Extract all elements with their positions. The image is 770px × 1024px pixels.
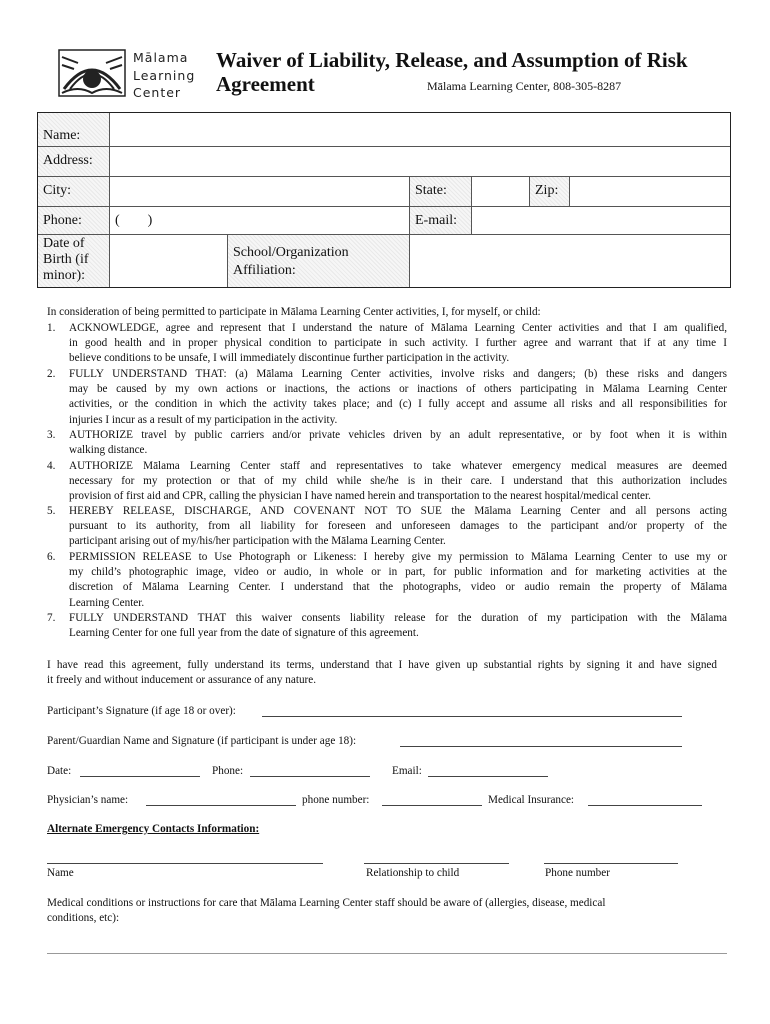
emergency-relationship-line[interactable] bbox=[364, 863, 509, 864]
zip-field[interactable] bbox=[570, 177, 730, 207]
zip-label: Zip: bbox=[530, 177, 570, 207]
dob-label bbox=[38, 235, 110, 287]
agreement-item-line: believe conditions to be unsafe, I will immediately discontinue further participation in the activity. bbox=[69, 352, 510, 365]
physician-line[interactable] bbox=[146, 805, 296, 806]
logo-word-3: Center bbox=[133, 85, 182, 100]
agreement-item-number: 6. bbox=[47, 551, 56, 563]
physician-label: Physician’s name: bbox=[47, 794, 129, 806]
emergency-phone-label: Phone number bbox=[545, 867, 610, 879]
agreement-item-line: PERMISSION RELEASE to Use Photograph or Likeness: I hereby give my permission to Mālama Learning Center to use my or bbox=[69, 551, 727, 563]
date-label: Date: bbox=[47, 765, 72, 777]
page-title-line-2: Agreement bbox=[216, 72, 315, 96]
medical-input-line[interactable] bbox=[47, 953, 727, 954]
agreement-item-number: 5. bbox=[47, 505, 56, 517]
address-field[interactable] bbox=[110, 147, 730, 177]
sig-phone-label: Phone: bbox=[212, 765, 244, 777]
agreement-item-line: ACKNOWLEDGE, agree and represent that I understand the nature of Mālama Learning Center activities and that I am qualified, bbox=[69, 322, 727, 334]
state-label: State: bbox=[410, 177, 472, 207]
agreement-item-line: FULLY UNDERSTAND THAT this waiver consents liability release for the duration of my participation with the Mālama bbox=[69, 612, 727, 624]
emergency-relationship-label: Relationship to child bbox=[366, 867, 460, 879]
date-line[interactable] bbox=[80, 776, 200, 777]
emergency-heading: Alternate Emergency Contacts Information: bbox=[47, 823, 260, 835]
city-field[interactable] bbox=[110, 177, 410, 207]
agreement-item-number: 7. bbox=[47, 612, 56, 624]
agreement-item-line: my child’s photographic image, video or audio, in whole or in part, for public information and for marketing activities at the bbox=[69, 566, 727, 579]
agreement-item-number: 2. bbox=[47, 368, 56, 380]
physician-phone-label: phone number: bbox=[302, 794, 370, 806]
sig-email-line[interactable] bbox=[428, 776, 548, 777]
page-title-line-1: Waiver of Liability, Release, and Assumption of Risk bbox=[216, 48, 688, 72]
school-label-line-2: Affiliation: bbox=[233, 263, 296, 278]
agreement-item-line: activities, or the condition in which the activity takes place; and (c) I fully accept and assume all risks and all responsibilities for bbox=[69, 398, 727, 411]
agreement-item-line: FULLY UNDERSTAND THAT: (a) Mālama Learning Center activities, involve risks and dangers; (b) these risks and dangers bbox=[69, 368, 727, 380]
medical-line-2: conditions, etc): bbox=[47, 912, 120, 924]
agreement-item-line: walking distance. bbox=[69, 444, 148, 457]
medical-line-1: Medical conditions or instructions for care that Mālama Learning Center staff should be aware of (allergies, disease, medical bbox=[47, 897, 606, 909]
malama-logo-icon bbox=[58, 49, 126, 97]
school-field[interactable] bbox=[410, 235, 730, 287]
agreement-item-line: Learning Center. bbox=[69, 596, 145, 609]
agreement-item-line: necessary for my protection or that of my child while she/he is in their care. I understand that this authorization includes bbox=[69, 475, 727, 488]
city-label: City: bbox=[38, 177, 110, 207]
logo-word-1: Mālama bbox=[133, 50, 189, 65]
registration-form bbox=[37, 112, 731, 288]
dob-label-line-1: Date of bbox=[43, 236, 85, 251]
contact-info: Mālama Learning Center, 808-305-8287 bbox=[427, 79, 622, 93]
guardian-signature-label: Parent/Guardian Name and Signature (if participant is under age 18): bbox=[47, 735, 357, 747]
physician-phone-line[interactable] bbox=[382, 805, 482, 806]
school-label-line-1: School/Organization bbox=[233, 245, 349, 260]
closing-line-1: I have read this agreement, fully understand its terms, understand that I have given up substantial rights by signing it and have signed bbox=[47, 659, 717, 671]
agreement-item-number: 3. bbox=[47, 429, 56, 441]
agreement-item-line: injuries I incur as a result of my participation in the activity. bbox=[69, 413, 338, 426]
agreement-item-line: AUTHORIZE Mālama Learning Center staff and representatives to take whatever emergency medical measures are deemed bbox=[69, 460, 727, 472]
emergency-phone-line[interactable] bbox=[544, 863, 678, 864]
dob-label-line-2: Birth (if bbox=[43, 252, 89, 267]
agreement-item-number: 4. bbox=[47, 460, 56, 472]
dob-label-line-3: minor): bbox=[43, 268, 85, 283]
address-label: Address: bbox=[38, 147, 110, 177]
agreement-item-line: participant arising out of my/his/her participation with the Mālama Learning Center. bbox=[69, 535, 446, 548]
agreement-item-line: in good health and in proper physical condition to participate in such activity. I further agree and warrant that if at any time I bbox=[69, 337, 727, 350]
agreement-item-line: pursuant to its authority, from all liability for foreseen and unforeseen damages to the participant and/or property of the bbox=[69, 520, 727, 533]
school-label bbox=[228, 235, 410, 287]
closing-line-2: it freely and without inducement or assurance of any nature. bbox=[47, 674, 317, 686]
sig-email-label: Email: bbox=[392, 765, 422, 777]
participant-signature-label: Participant’s Signature (if age 18 or over): bbox=[47, 705, 236, 717]
name-field[interactable] bbox=[110, 113, 730, 147]
emergency-name-label: Name bbox=[47, 867, 74, 879]
sig-phone-line[interactable] bbox=[250, 776, 370, 777]
phone-field[interactable]: ( ) bbox=[110, 207, 410, 235]
agreement-item-line: AUTHORIZE travel by public carriers and/or private vehicles driven by an adult representative, or by foot when it is within bbox=[69, 429, 727, 441]
agreement-item-line: may be caused by my own actions or inactions, the actions or inactions of others participating in Mālama Learning Center bbox=[69, 383, 727, 396]
email-label: E-mail: bbox=[410, 207, 472, 235]
agreement-item-line: provision of first aid and CPR, calling the physician I have named herein and transportation to the nearest hospital/medical center. bbox=[69, 490, 651, 503]
insurance-line[interactable] bbox=[588, 805, 702, 806]
phone-label: Phone: bbox=[38, 207, 110, 235]
logo-word-2: Learning bbox=[133, 68, 196, 83]
name-label: Name: bbox=[38, 113, 110, 147]
agreement-item-line: HEREBY RELEASE, DISCHARGE, AND COVENANT NOT TO SUE the Mālama Learning Center and all persons acting bbox=[69, 505, 727, 517]
agreement-item-line: Learning Center for one full year from the date of signature of this agreement. bbox=[69, 627, 419, 640]
agreement-intro: In consideration of being permitted to participate in Mālama Learning Center activities, I, for myself, or child: bbox=[47, 306, 541, 318]
guardian-signature-line[interactable] bbox=[400, 746, 682, 747]
state-field[interactable] bbox=[472, 177, 530, 207]
emergency-name-line[interactable] bbox=[47, 863, 323, 864]
agreement-item-line: discretion of Mālama Learning Center. I understand that the photographs, video or audio remain the property of Mālama bbox=[69, 581, 727, 594]
agreement-item-number: 1. bbox=[47, 322, 56, 334]
email-field[interactable] bbox=[472, 207, 730, 235]
dob-field[interactable] bbox=[110, 235, 228, 287]
insurance-label: Medical Insurance: bbox=[488, 794, 575, 806]
participant-signature-line[interactable] bbox=[262, 716, 682, 717]
